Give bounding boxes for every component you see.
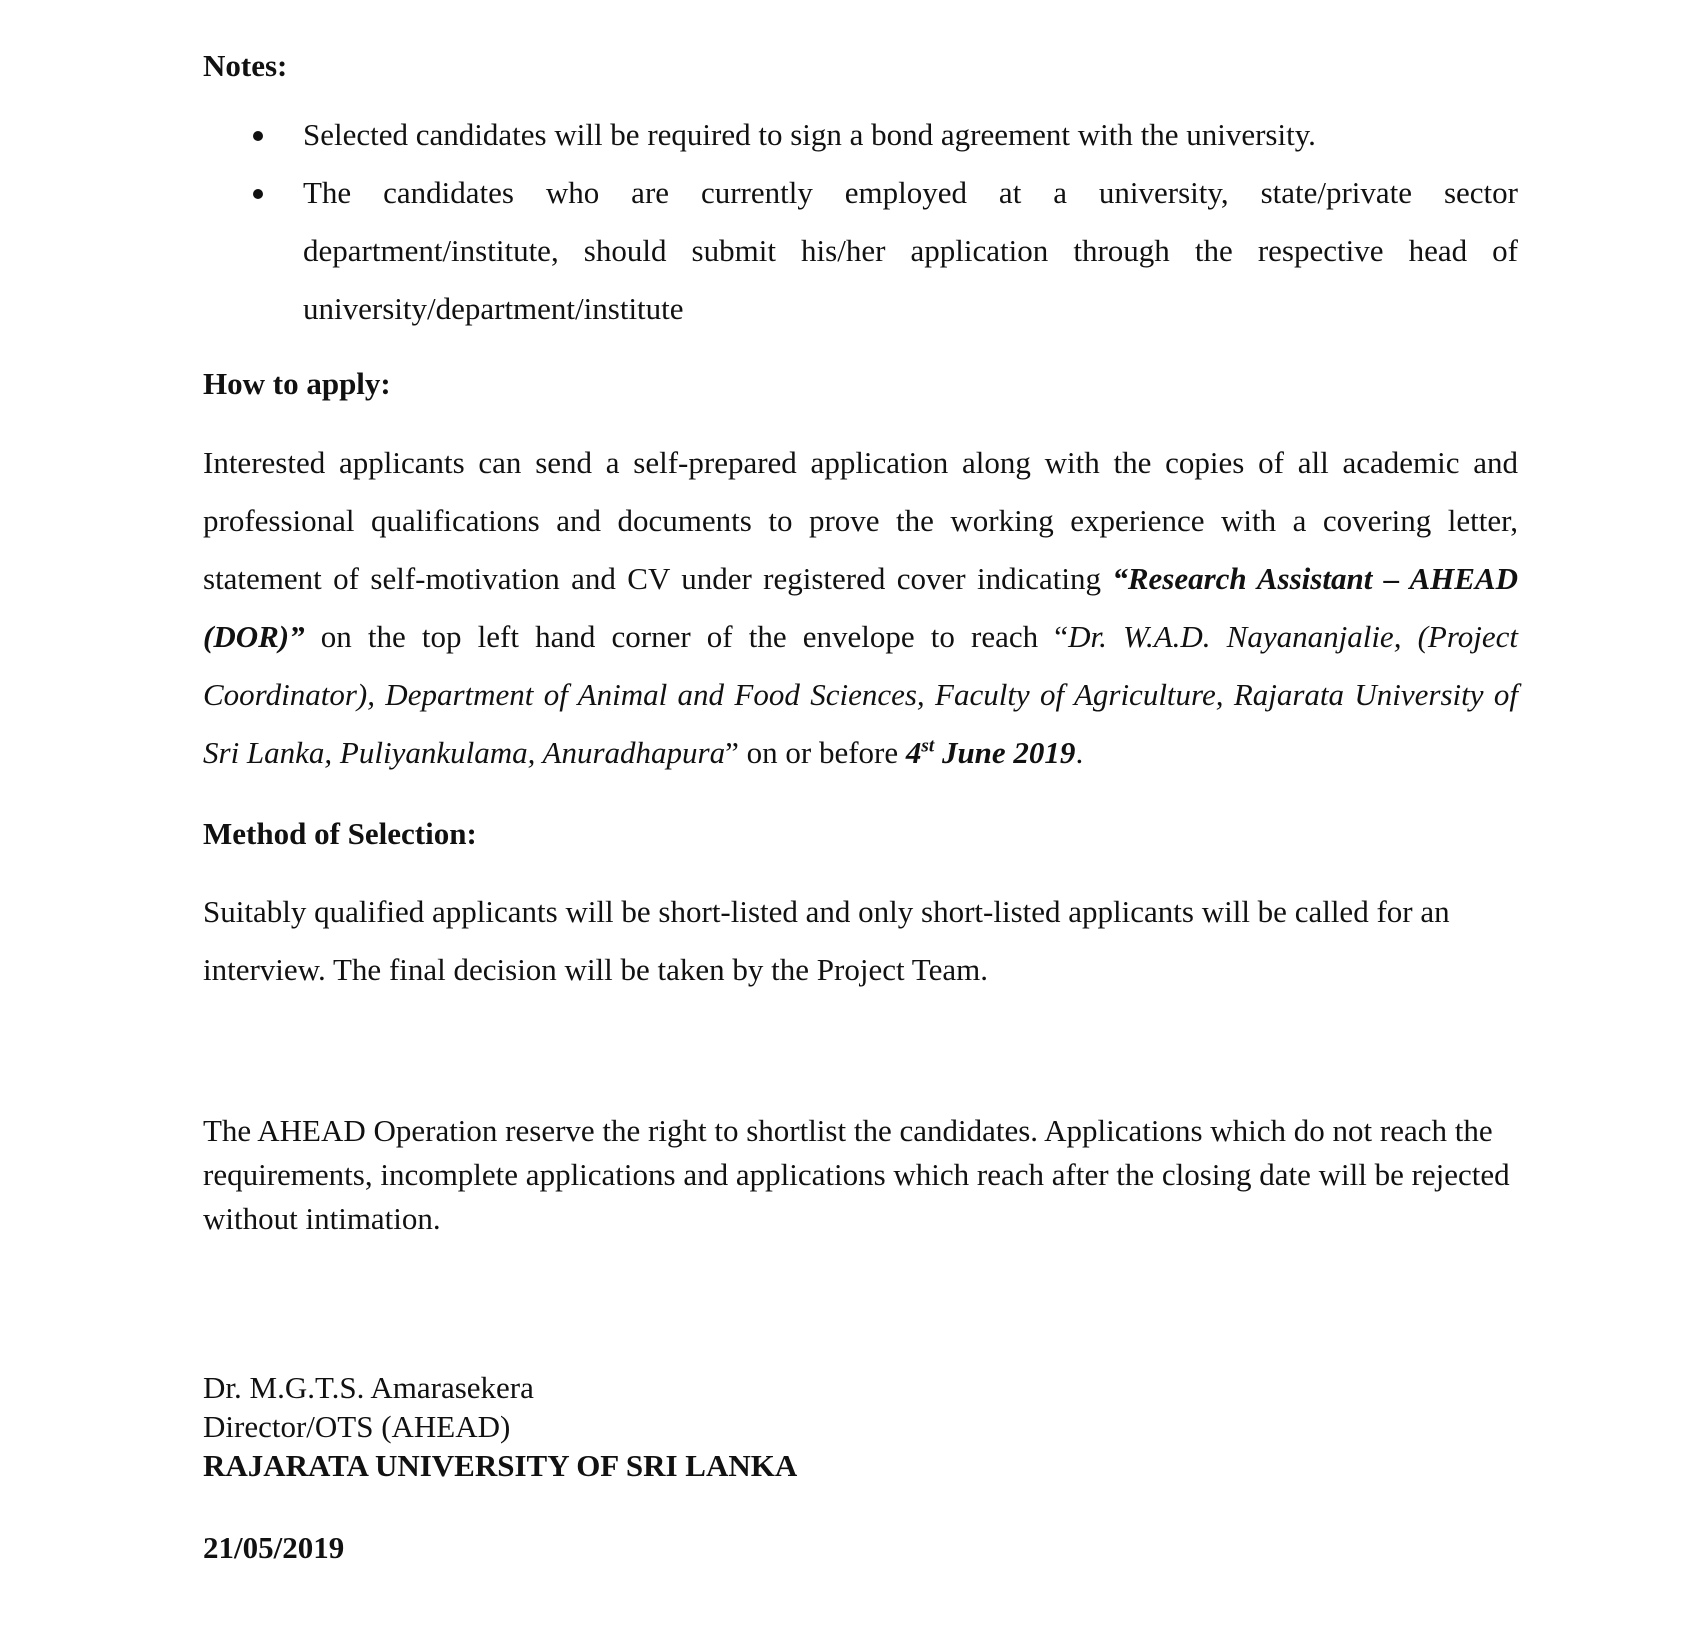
apply-text: Interested applicants can send a self-prepared application along with the copies of all academic and professional qualifications and documents to prove the working experience with a covering letter, statement of self-motivation and CV under registered cover indicating: [203, 445, 1518, 596]
how-to-apply-heading: How to apply:: [203, 366, 391, 401]
how-to-apply-paragraph: [203, 434, 1518, 782]
method-of-selection-heading: Method of Selection:: [203, 816, 477, 851]
signature-block: [203, 1368, 797, 1485]
apply-text: ” on or before: [725, 735, 906, 770]
deadline-suffix: st: [921, 735, 935, 757]
list-item: [203, 106, 1518, 164]
document-date: 21/05/2019: [203, 1530, 345, 1565]
bullet-icon: [253, 189, 263, 199]
bullet-icon: [253, 131, 263, 141]
list-item: [203, 164, 1518, 338]
note-text: The candidates who are currently employed at a university, state/private sector department/institute, should submit his/her application through the respective head of university/department/institute: [303, 175, 1518, 326]
signatory-title: Director/OTS (AHEAD): [203, 1409, 511, 1444]
notes-list: [203, 106, 1518, 338]
envelope-label: “Research Assistant – AHEAD (DOR)”: [203, 561, 1518, 654]
notes-heading: Notes:: [203, 48, 288, 83]
deadline-day: 4: [905, 735, 922, 770]
apply-text: on the top left hand corner of the envelope to reach “: [304, 619, 1069, 654]
deadline: [906, 735, 1076, 770]
selection-paragraph: Suitably qualified applicants will be short-listed and only short-listed applicants will be called for an interview. The final decision will be taken by the Project Team.: [203, 894, 1450, 987]
disclaimer-paragraph: The AHEAD Operation reserve the right to shortlist the candidates. Applications which do not reach the requirements, incomplete applications and applications which reach after the closing date will be rejected without intimation.: [203, 1113, 1510, 1236]
apply-text: .: [1075, 735, 1084, 770]
deadline-rest: June 2019: [934, 735, 1076, 770]
organization-name: RAJARATA UNIVERSITY OF SRI LANKA: [203, 1448, 798, 1483]
signatory-name: Dr. M.G.T.S. Amarasekera: [203, 1370, 534, 1405]
note-text: Selected candidates will be required to sign a bond agreement with the university.: [303, 117, 1316, 152]
postal-address: Dr. W.A.D. Nayananjalie, (Project Coordinator), Department of Animal and Food Sciences, Faculty of Agriculture, Rajarata University of Sri Lanka, Puliyankulama, Anuradhapura: [203, 619, 1518, 770]
